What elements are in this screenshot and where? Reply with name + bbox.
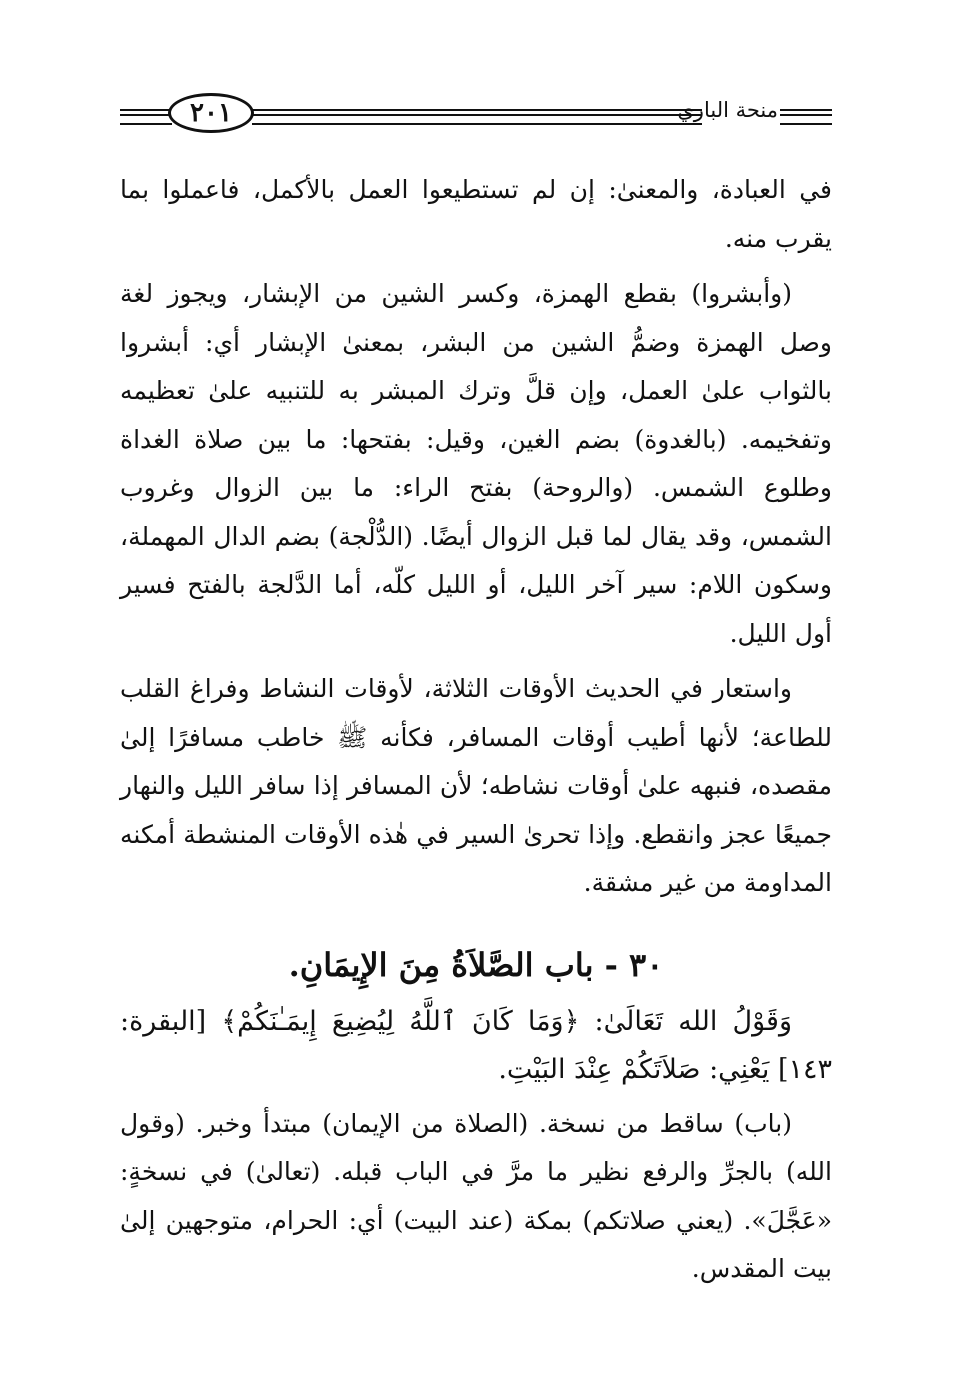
page-number-badge <box>168 93 254 133</box>
paragraph-continuation: في العبادة، والمعنىٰ: إن لم تستطيعوا العمل بالأكمل، فاعملوا بما يقرب منه. <box>120 175 832 253</box>
chapter-heading: ٣٠ - باب الصَّلاَةُ مِنَ الإِيمَانِ. <box>288 945 664 984</box>
page-body <box>120 166 832 1301</box>
page-number: ٢٠١ <box>190 98 232 128</box>
header-rule-left <box>120 109 172 125</box>
running-book-title: منحة الباري <box>677 98 778 122</box>
page-header <box>120 90 832 140</box>
header-rule-right <box>780 109 832 125</box>
quran-verse-block: وَقَوْلُ الله تَعَالَىٰ: ﴿وَمَا كَانَ ٱللَّهُ لِيُضِيعَ إِيمَـٰنَكُمْ﴾ [البقرة: ١٤٣] يَعْنِي: صَلاَتَكُمْ عِنْدَ البَيْتِ. <box>120 1005 832 1085</box>
paragraph-metaphor: واستعار في الحديث الأوقات الثلاثة، لأوقات النشاط وفراغ القلب للطاعة؛ لأنها أطيب أوقات المسافر، فكأنه ﷺ خاطب مسافرًا إلىٰ مقصده، فنبهه علىٰ أوقات نشاطه؛ لأن المسافر إذا سافر الليل والنهار جميعًا عجز وانقطع. وإذا تحرىٰ السير في هٰذه الأوقات المنشطة أمكنه المداومة من غير مشقة. <box>120 674 832 897</box>
header-rule-middle <box>252 109 702 125</box>
paragraph-explanation: (وأبشروا) بقطع الهمزة، وكسر الشين من الإبشار، ويجوز لغة وصل الهمزة وضمُّ الشين من البشر، بمعنىٰ الإبشار أي: أبشروا بالثواب علىٰ العمل، وإن قلَّ وترك المبشر به للتنبيه علىٰ تعظيمه وتفخيمه. (بالغدوة) بضم الغين، وقيل: بفتحها: ما بين صلاة الغداة وطلوع الشمس. (والروحة) بفتح الراء: ما بين الزوال وغروب الشمس، وقد يقال لما قبل الزوال أيضًا. (الدُّلْجة) بضم الدال المهملة، وسكون اللام: سير آخر الليل، أو الليل كلّه، أما الدَّلجة بالفتح فسير أول الليل. <box>120 279 832 648</box>
paragraph-commentary: (باب) ساقط من نسخة. (الصلاة من الإيمان) مبتدأ وخبر. (وقول الله) بالجرِّ والرفع نظير ما مرَّ في الباب قبله. (تعالىٰ) في نسخةٍ: «عَجَّلَ». (يعني صلاتكم) بمكة (عند البيت) أي: الحرام، متوجهين إلىٰ بيت المقدس. <box>120 1108 832 1283</box>
